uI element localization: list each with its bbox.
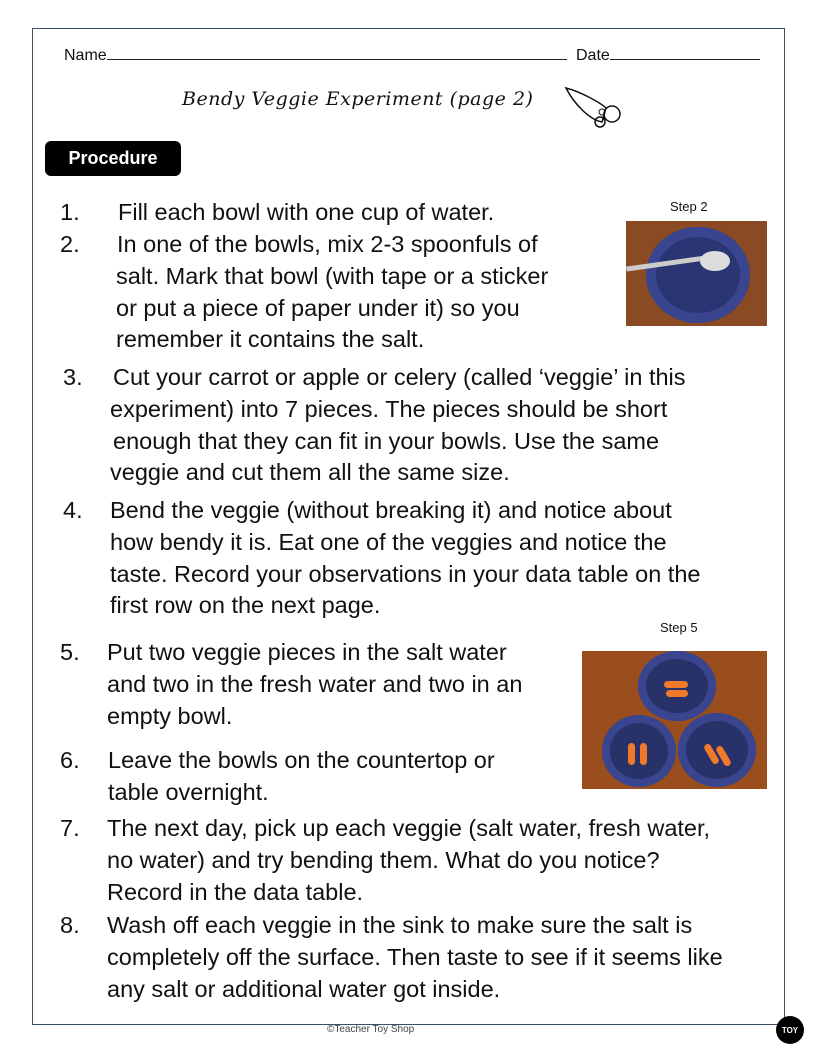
item-number: 2. xyxy=(60,231,80,257)
item-text-line: The next day, pick up each veggie (salt water, fresh water, xyxy=(107,815,711,841)
item-text-line: and two in the fresh water and two in an xyxy=(107,670,523,697)
item-text-line: Put two veggie pieces in the salt water xyxy=(107,639,507,665)
item-text-line: In one of the bowls, mix 2-3 spoonfuls of xyxy=(117,231,538,257)
item-text-line: taste. Record your observations in your data table on the xyxy=(110,560,701,587)
date-label: Date xyxy=(576,47,610,64)
item-text-line: completely off the surface. Then taste to see if it seems like xyxy=(107,943,723,970)
item-text-line: experiment) into 7 pieces. The pieces should be short xyxy=(110,395,668,422)
item-text-line: Bend the veggie (without breaking it) and notice about xyxy=(110,497,672,523)
date-field[interactable] xyxy=(576,45,760,65)
item-text-line: empty bowl. xyxy=(107,702,233,729)
item-text-line: remember it contains the salt. xyxy=(116,326,425,353)
item-number: 1. xyxy=(60,199,80,225)
step5-photo xyxy=(582,651,767,789)
item-number: 5. xyxy=(60,639,80,665)
item-text-line: Fill each bowl with one cup of water. xyxy=(118,199,495,225)
item-text-line: Record in the data table. xyxy=(107,878,364,905)
item-text-line: veggie and cut them all the same size. xyxy=(110,459,510,486)
item-number: 6. xyxy=(60,747,80,773)
item-number: 7. xyxy=(60,815,80,841)
item-text-line: Cut your carrot or apple or celery (called ‘veggie’ in this xyxy=(113,364,686,390)
item-text-line: Wash off each veggie in the sink to make sure the salt is xyxy=(107,912,693,938)
spoon-image xyxy=(700,251,730,271)
step2-caption: Step 2 xyxy=(670,199,708,214)
name-field[interactable] xyxy=(64,45,567,65)
item-text-line: enough that they can fit in your bowls. Use the same xyxy=(113,427,660,454)
step2-photo xyxy=(626,221,767,326)
copyright-text: ©Teacher Toy Shop xyxy=(327,1024,415,1035)
cornucopia-icon xyxy=(562,84,624,130)
bowl-image xyxy=(646,227,750,323)
item-text-line: Leave the bowls on the countertop or xyxy=(108,747,495,773)
teacher-toy-shop-logo: TOY xyxy=(776,1016,804,1044)
item-number: 8. xyxy=(60,912,80,938)
name-line[interactable] xyxy=(107,45,567,60)
step5-caption: Step 5 xyxy=(660,620,698,635)
item-text-line: first row on the next page. xyxy=(110,592,381,619)
item-text-line: salt. Mark that bowl (with tape or a sticker xyxy=(116,262,549,289)
item-text-line: any salt or additional water got inside. xyxy=(107,975,501,1002)
name-label: Name xyxy=(64,47,107,64)
date-line[interactable] xyxy=(610,45,760,60)
procedure-badge: Procedure xyxy=(45,141,181,176)
item-text-line: no water) and try bending them. What do you notice? xyxy=(107,846,660,873)
item-text-line: table overnight. xyxy=(108,778,269,805)
item-text-line: or put a piece of paper under it) so you xyxy=(116,294,520,321)
page-title: Bendy Veggie Experiment (page 2) xyxy=(182,88,534,110)
item-number: 3. xyxy=(63,364,83,390)
item-number: 4. xyxy=(63,497,83,523)
item-text-line: how bendy it is. Eat one of the veggies and notice the xyxy=(110,528,667,555)
